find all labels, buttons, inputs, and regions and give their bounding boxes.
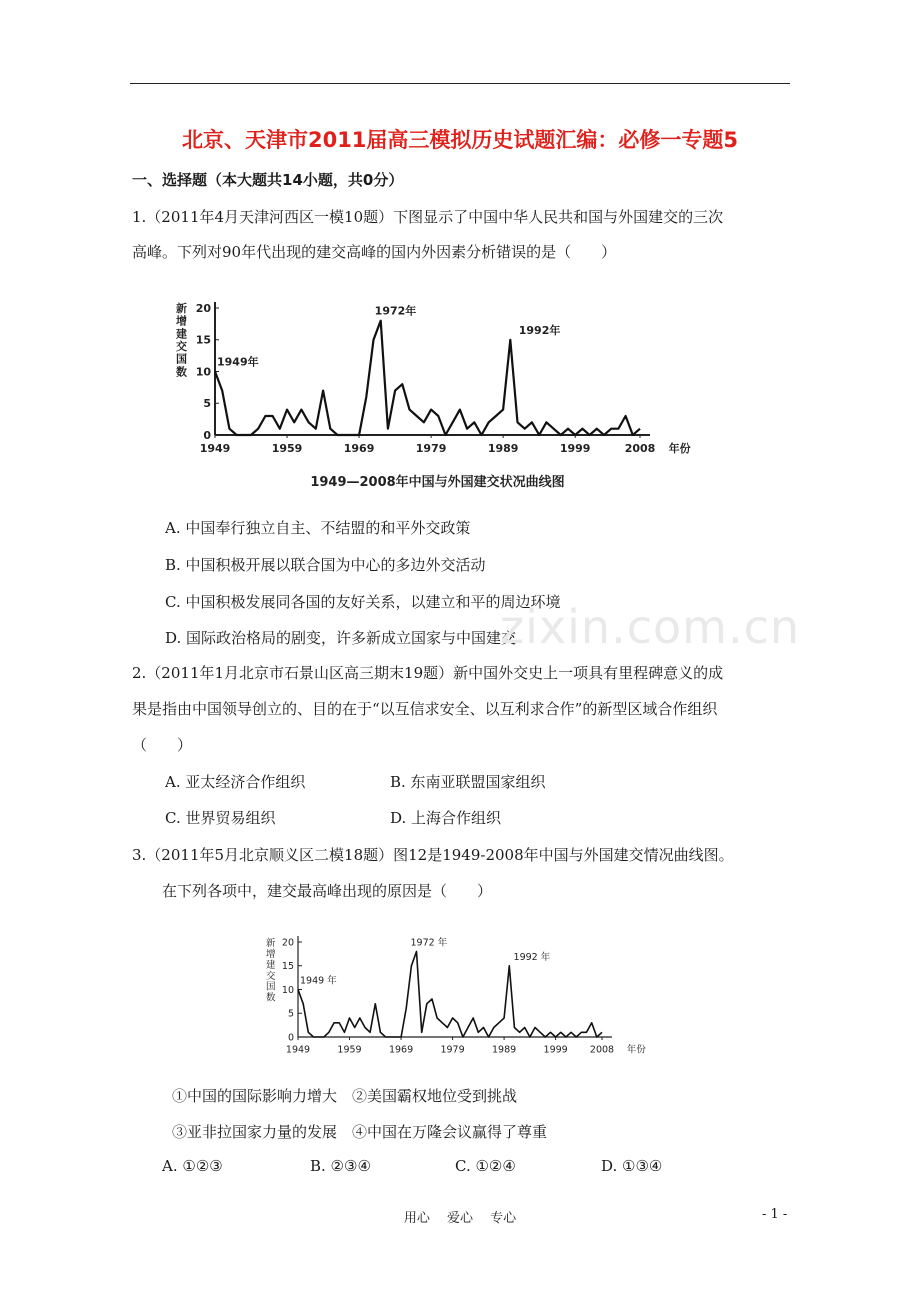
footer-motto: 用心 爱心 专心 bbox=[403, 1211, 517, 1226]
y-tick-label: 10 bbox=[195, 365, 211, 379]
section-heading: 一、选择题（本大题共14小题，共0分） bbox=[132, 171, 404, 189]
y-tick-label: 0 bbox=[203, 428, 211, 442]
page-title: 北京、天津市2011届高三模拟历史试题汇编：必修一专题5 bbox=[181, 128, 739, 152]
q3-stem-line1: 3.（2011年5月北京顺义区二模18题）图12是1949-2008年中国与外国建交情况曲线图。 bbox=[132, 846, 734, 864]
q3-option-c[interactable]: C. ①②④ bbox=[455, 1157, 516, 1175]
q2-option-b[interactable]: B. 东南亚联盟国家组织 bbox=[390, 773, 546, 791]
chart-1 bbox=[170, 288, 710, 493]
y-tick-label: 5 bbox=[203, 397, 211, 411]
q2-stem-line2: 果是指由中国领导创立的、目的在于“以互信求安全、以互利求合作”的新型区域合作组织 bbox=[132, 700, 718, 718]
chart-caption: 1949—2008年中国与外国建交状况曲线图 bbox=[310, 475, 565, 490]
q2-option-c[interactable]: C. 世界贸易组织 bbox=[165, 809, 276, 827]
q3-stem-line2: 在下列各项中，建交最高峰出现的原因是（ ） bbox=[162, 882, 493, 900]
peak-annotation: 1949 年 bbox=[300, 975, 337, 987]
x-axis-label: 年份 bbox=[668, 442, 691, 455]
x-tick-label: 1959 bbox=[271, 442, 303, 455]
x-tick-label: 1989 bbox=[487, 442, 519, 455]
peak-annotation: 1992 年 bbox=[513, 951, 551, 963]
x-tick-label: 2008 bbox=[624, 442, 656, 455]
q1-option-d[interactable]: D. 国际政治格局的剧变，许多新成立国家与中国建交 bbox=[165, 629, 517, 647]
y-tick-label: 15 bbox=[195, 333, 211, 347]
peak-annotation: 1992年 bbox=[518, 323, 561, 337]
x-tick-label: 1979 bbox=[440, 1044, 465, 1056]
q3-option-a[interactable]: A. ①②③ bbox=[162, 1157, 223, 1175]
q2-option-a[interactable]: A. 亚太经济合作组织 bbox=[165, 773, 306, 791]
page-number: - 1 - bbox=[762, 1207, 788, 1222]
q1-stem-line1: 1.（2011年4月天津河西区一模10题）下图显示了中国中华人民共和国与外国建交的三次 bbox=[132, 208, 724, 226]
q2-option-d[interactable]: D. 上海合作组织 bbox=[390, 809, 502, 827]
x-tick-label: 1949 bbox=[285, 1044, 311, 1056]
y-tick-label: 0 bbox=[287, 1032, 294, 1044]
header-rule bbox=[130, 83, 790, 84]
y-tick-label: 20 bbox=[281, 937, 294, 949]
series-line bbox=[215, 321, 640, 435]
x-tick-label: 1989 bbox=[492, 1044, 517, 1056]
q2-stem-line3: （ ） bbox=[132, 736, 193, 754]
x-tick-label: 1959 bbox=[337, 1044, 362, 1056]
y-tick-label: 5 bbox=[287, 1008, 294, 1020]
x-tick-label: 1949 bbox=[199, 442, 231, 455]
chart-2 bbox=[262, 932, 672, 1064]
q3-items-line2: ③亚非拉国家力量的发展 ④中国在万隆会议赢得了尊重 bbox=[172, 1123, 548, 1141]
x-tick-label: 1999 bbox=[543, 1044, 568, 1056]
y-tick-label: 15 bbox=[281, 961, 294, 973]
q1-option-b[interactable]: B. 中国积极开展以联合国为中心的多边外交活动 bbox=[165, 556, 486, 574]
peak-annotation: 1972 年 bbox=[410, 937, 448, 949]
x-tick-label: 1969 bbox=[343, 442, 375, 455]
y-tick-label: 20 bbox=[195, 301, 211, 315]
series-line bbox=[298, 952, 602, 1038]
y-axis-label: 新增建交国数 bbox=[176, 302, 187, 379]
x-tick-label: 1999 bbox=[559, 442, 591, 455]
y-axis-label: 新增建交国数 bbox=[266, 938, 276, 1004]
x-axis-label: 年份 bbox=[626, 1044, 646, 1056]
y-tick-label: 10 bbox=[281, 984, 294, 996]
q1-option-c[interactable]: C. 中国积极发展同各国的友好关系，以建立和平的周边环境 bbox=[165, 593, 561, 611]
x-tick-label: 1979 bbox=[415, 442, 447, 455]
q3-option-d[interactable]: D. ①③④ bbox=[601, 1157, 663, 1175]
q2-stem-line1: 2.（2011年1月北京市石景山区高三期末19题）新中国外交史上一项具有里程碑意义的成 bbox=[132, 664, 724, 682]
q3-items-line1: ①中国的国际影响力增大 ②美国霸权地位受到挑战 bbox=[172, 1087, 518, 1105]
x-tick-label: 1969 bbox=[388, 1044, 414, 1056]
watermark: zixin.com.cn bbox=[500, 600, 801, 654]
peak-annotation: 1949年 bbox=[217, 355, 259, 369]
q1-stem-line2: 高峰。下列对90年代出现的建交高峰的国内外因素分析错误的是（ ） bbox=[132, 243, 617, 261]
peak-annotation: 1972年 bbox=[374, 304, 417, 318]
q3-option-b[interactable]: B. ②③④ bbox=[310, 1157, 371, 1175]
x-tick-label: 2008 bbox=[589, 1044, 615, 1056]
q1-option-a[interactable]: A. 中国奉行独立自主、不结盟的和平外交政策 bbox=[165, 519, 471, 537]
